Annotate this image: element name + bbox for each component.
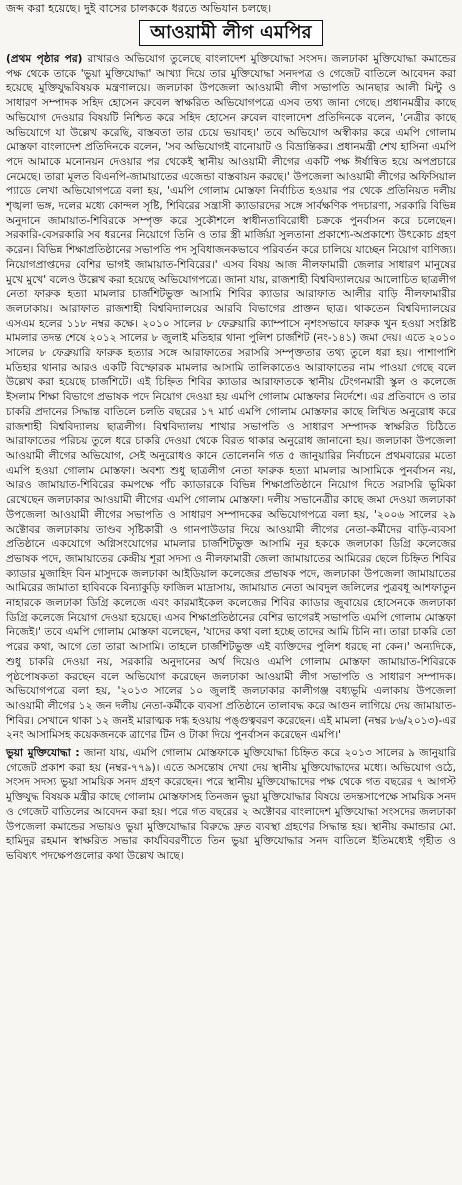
- article-body: [0, 52, 462, 864]
- paragraph-fake-freedom-fighter: [6, 746, 456, 864]
- headline-container: [0, 20, 462, 46]
- paragraph-main-text: রাখারও অভিযোগ তুলেছে বাংলাদেশ মুক্তিযোদ্ধা সংসদ। জলঢাকা মুক্তিযোদ্ধা কমান্ডের পক্ষ থেকে তাকে 'ভুয়া মুক্তিযোদ্ধা' আখ্যা দিয়ে তার মুক্তিযোদ্ধা সনদপত্র ও গেজেট বাতিলে আবেদন করা হয়েছে মুক্তিযুদ্ধবিষয়ক মন্ত্রণালয়ে। জলঢাকা উপজেলা আওয়ামী লীগ সভাপতি আনছার আলী মিন্টু ও সাধারণ সম্পাদক সহিদ হোসেন রুবেল স্বাক্ষরিত অভিযোগপত্রে এসব তথ্য জানা গেছে। প্রধানমন্ত্রীর কাছে অভিযোগ দেওয়ার বিষয়টি নিশ্চিত করে সহিদ হোসেন রুবেল বাংলাদেশ প্রতিদিনকে বলেন, 'নেত্রীর কাছে অভিযোগে যা উল্লেখ করেছি, বাস্তবতা তার চেয়ে ভয়াবহ।' তবে অভিযোগ অস্বীকার করে এমপি গোলাম মোস্তফা বাংলাদেশ প্রতিদিনকে বলেন, 'সব অভিযোগই বানোয়াট ও বিভ্রান্তিকর। প্রধানমন্ত্রী শেখ হাসিনা এমপি পদে আমাকে মনোনয়ন দেওয়ার পর থেকেই স্থানীয় আওয়ামী লীগের একটি পক্ষ ঈর্ষান্বিত হয়ে অপপ্রচারে নেমেছে। তারা মূলত বিএনপি-জামায়াতের এজেন্ডা বাস্তবায়ন করছে।' উপজেলা আওয়ামী লীগের অফিসিয়াল প্যাডে লেখা অভিযোগপত্রে বলা হয়, 'এমপি গোলাম মোস্তফা নির্বাচিত হওয়ার পর থেকে প্রতিনিয়ত দলীয় শৃঙ্খলা ভঙ্গ, দলের মধ্যে কোন্দল সৃষ্টি, শিবিরের সন্ত্রাসী ক্যাডারদের সঙ্গে সার্বক্ষণিক পদচারণা, সরকারি বিভিন্ন অনুদানে জামায়াত-শিবিরকে সম্পৃক্ত করে সুকৌশলে স্বাধীনতাবিরোধী চক্রকে পুনর্বাসন করে চলেছেন। সরকারি-বেসরকারি সব ধরনের নিয়োগে তিনি ও তার স্ত্রী মার্জিয়া সুলতানা প্রকাশ্যে-অপ্রকাশ্যে উৎকোচ গ্রহণ করেন। বিভিন্ন শিক্ষাপ্রতিষ্ঠানের সভাপতি পদ সুবিধাজনকভাবে পরিবর্তন করে চালিয়ে যাচ্ছেন নিয়োগ বাণিজ্য। নিয়োগপ্রাপ্তদের বেশির ভাগই জামায়াত-শিবিরের।' এসব বিষয় আজ নীলফামারী জেলার সাধারণ মানুষের মুখে মুখে' বলেও উল্লেখ করা হয়েছে অভিযোগপত্রে। জানা যায়, রাজশাহী বিশ্ববিদ্যালয়ের আলোচিত ছাত্রলীগ নেতা ফারুক হত্যা মামলার চার্জশিটভুক্ত আসামি শিবির ক্যাডার আরাফাত আলীর বাড়ি নীলফামারীর জলঢাকায়। আরাফাত রাজশাহী বিশ্ববিদ্যালয়ের আরবি বিভাগের প্রাক্তন ছাত্র। থাকতেন বিশ্ববিদ্যালয়ের এসএম হলের ১১৮ নম্বর কক্ষে। ২০১০ সালের ৮ ফেব্রুয়ারি ক্যাম্পাসে নৃশংসভাবে ফারুক খুন হওয়া সংশ্লিষ্ট মামলার তদন্ত শেষে ২০১২ সালের ৮ জুলাই মতিহার থানা পুলিশ চার্জশিট (নং-১৪১) জমা দেয়। এতে ২০১০ সালের ৮ ফেব্রুয়ারি ফারুক হত্যার সঙ্গে আরাফাতের সরাসরি সম্পৃক্ততার তথ্য তুলে ধরা হয়। পাশাপাশি মতিহার থানার আরও একটি বিস্ফোরক মামলার আসামি তালিকাতেও আরাফাতের নাম পাওয়া গেছে বলে উল্লেখ করা হয়েছে চার্জশিটে। এই চিহ্নিত শিবির ক্যাডার আরাফাতকে স্থানীয় টেংগনমারী স্কুল ও কলেজে ইসলাম শিক্ষা বিভাগে প্রভাষক পদে নিয়োগ দেওয়া হয় এমপি গোলাম মোস্তফার নির্দেশে। এর প্রতিবাদে ও তার চাকরি প্রদানের সিদ্ধান্ত বাতিলে চলতি বছরের ১৭ মার্চ এমপি গোলাম মোস্তফার কাছে লিখিত অনুরোধ করে রাজশাহী বিশ্ববিদ্যালয় ছাত্রলীগ। বিশ্ববিদ্যালয় শাখার সভাপতি ও সাধারণ সম্পাদক স্বাক্ষরিত চিঠিতে আরাফাতের পরিচয় তুলে ধরে চাকরি দেওয়া থেকে বিরত থাকার অনুরোধ জানানো হয়। জলঢাকা উপজেলা আওয়ামী লীগের অভিযোগ, সেই অনুরোধও কানে তোলেননি গত ৫ জানুয়ারির নির্বাচনে প্রথমবারের মতো এমপি হওয়া গোলাম মোস্তফা। অবশ্য শুধু ছাত্রলীগ নেতা ফারুক হত্যা মামলার আসামিকে পুনর্বাসন নয়, আরও জামায়াত-শিবিরের কমপক্ষে পাঁচ ক্যাডারকে বিভিন্ন শিক্ষাপ্রতিষ্ঠানে নিয়োগ দিতে সরাসরি ভূমিকা রেখেছেন জলঢাকার আওয়ামী লীগের এমপি গোলাম মোস্তফা। দলীয় সভানেত্রীর কাছে জমা দেওয়া জলঢাকা উপজেলা আওয়ামী লীগের সভাপতি ও সাধারণ সম্পাদকের অভিযোগপত্রে বলা হয়, '২০০৬ সালের ২৯ অক্টোবর জলঢাকায় তাণ্ডব সৃষ্টিকারী ও গানপাউডার দিয়ে আওয়ামী লীগের নেতা-কর্মীদের বাড়ি-ব্যবসা প্রতিষ্ঠানে একযোগে অগ্নিসংযোগের মামলার চার্জশিটভুক্ত আসামি নূর হককে জলঢাকা ডিগ্রি কলেজের প্রভাষক পদে, জামায়াতের কেন্দ্রীয় শূরা সদস্য ও নীলফামারী জেলা জামায়াতের আমিরের ছেলে চিহ্নিত শিবির ক্যাডার মুজাহিদ বিন মাসুদকে জলঢাকা আইডিয়াল কলেজের প্রভাষক পদে, জলঢাকা উপজেলা জামায়াতের আমিরের জামাতা হাবিবকে বিন্যাকুড়ি ফাজিল মাদ্রাসায়, জামায়াত নেতা আবদুল জলিলের পুত্রবধূ আশফাতুন নাহারকে জলঢাকা ডিগ্রি কলেজে এবং কারমাইকেল কলেজের শিবির ক্যাডার জুবায়ের হোসেনকে জলঢাকা ডিগ্রি কলেজে নিয়োগ দেওয়া হয়েছে। এসব শিক্ষাপ্রতিষ্ঠানের বেশির ভাগেরই সভাপতি এমপি গোলাম মোস্তফা নিজেই।' তবে এমপি গোলাম মোস্তফা বলেছেন, 'যাদের কথা বলা হচ্ছে তাদের আমি চিনি না। তারা চাকরি তো পরের কথা, আগে তো তারা আসামি। তাহলে চার্জশিটভুক্ত এই ব্যক্তিদের পুলিশ ধরছে না কেন।' অন্যদিকে, শুধু চাকরি দেওয়া নয়, সরকারি অনুদানের অর্থ দিয়েও এমপি গোলাম মোস্তফা জামায়াত-শিবিরকে পৃষ্ঠপোষকতা করছেন বলে অভিযোগ করেছেন জলঢাকা আওয়ামী লীগ সভাপতি ও সাধারণ সম্পাদক। অভিযোগপত্রে বলা হয়, '২০১৩ সালের ১০ জুলাই জলঢাকার কালীগঞ্জ বধ্যভূমি এলাকায় উপজেলা আওয়ামী লীগের ১২ জন দলীয় নেতা-কর্মীকে ব্যবসা প্রতিষ্ঠানে তালাবদ্ধ করে আগুন লাগিয়ে দেয় জামায়াত-শিবির। সেখানে থাকা ১২ জনই মারাত্মক দগ্ধ হওয়ায় পঙ্গুত্ববরণ করেছেন। এই মামলা (নম্বর ৮৬/২০১৩)-এর ২নং আসামিসহ কয়েকজনকে ত্রাণের টিন ও টাকা দিয়ে পুনর্বাসন করেছেন এমপি।': [6, 53, 456, 742]
- paragraph-main: [6, 52, 456, 743]
- previous-article-tail: জব্দ করা হয়েছে। দুই বাসের চালককে ধরতে অভিযান চলছে।: [6, 2, 272, 15]
- paragraph-fake-text: জানা যায়, এমপি গোলাম মোস্তফাকে মুক্তিযোদ্ধা চিহ্নিত করে ২০১৩ সালের ৯ জানুয়ারি গেজেট প্রকাশ করা হয় (নম্বর-৭৭৯)। এতে অসন্তোষ দেখা দেয় স্থানীয় মুক্তিযোদ্ধাদের মধ্যে। অভিযোগ ওঠে, সংসদ সদস্য ভুয়া সাময়িক সনদ গ্রহণ করেছেন। পরে স্থানীয় মুক্তিযোদ্ধাদের পক্ষ থেকে গত বছরের ৭ আগস্ট মুক্তিযুদ্ধ বিষয়ক মন্ত্রীর কাছে গোলাম মোস্তফাসহ তিনজন ভুয়া মুক্তিযোদ্ধার বিষয়ে তদন্তসাপেক্ষে সাময়িক সনদ ও গেজেট বাতিলের আবেদন করা হয়। পরে গত বছরের ২ অক্টোবর বাংলাদেশ মুক্তিযোদ্ধা সংসদের জলঢাকা উপজেলা কমান্ডের সভায়ও ভুয়া মুক্তিযোদ্ধার বিরুদ্ধে দ্রুত ব্যবস্থা গ্রহণের সিদ্ধান্ত হয়। স্থানীয় কমান্ডার মো. হামিদুর রহমান স্বাক্ষরিত সভার কার্যবিবরণীতে তিন ভুয়া মুক্তিযোদ্ধার সনদ বাতিলে ইতিমধ্যেই গৃহীত ও ভবিষ্যৎ পদক্ষেপগুলোর কথা উল্লেখ আছে।: [6, 747, 457, 862]
- continuation-label: (প্রথম পৃষ্ঠার পর): [6, 53, 83, 65]
- headline: আওয়ামী লীগ এমপির: [139, 20, 322, 46]
- subheading: ভুয়া মুক্তিযোদ্ধা :: [6, 747, 80, 760]
